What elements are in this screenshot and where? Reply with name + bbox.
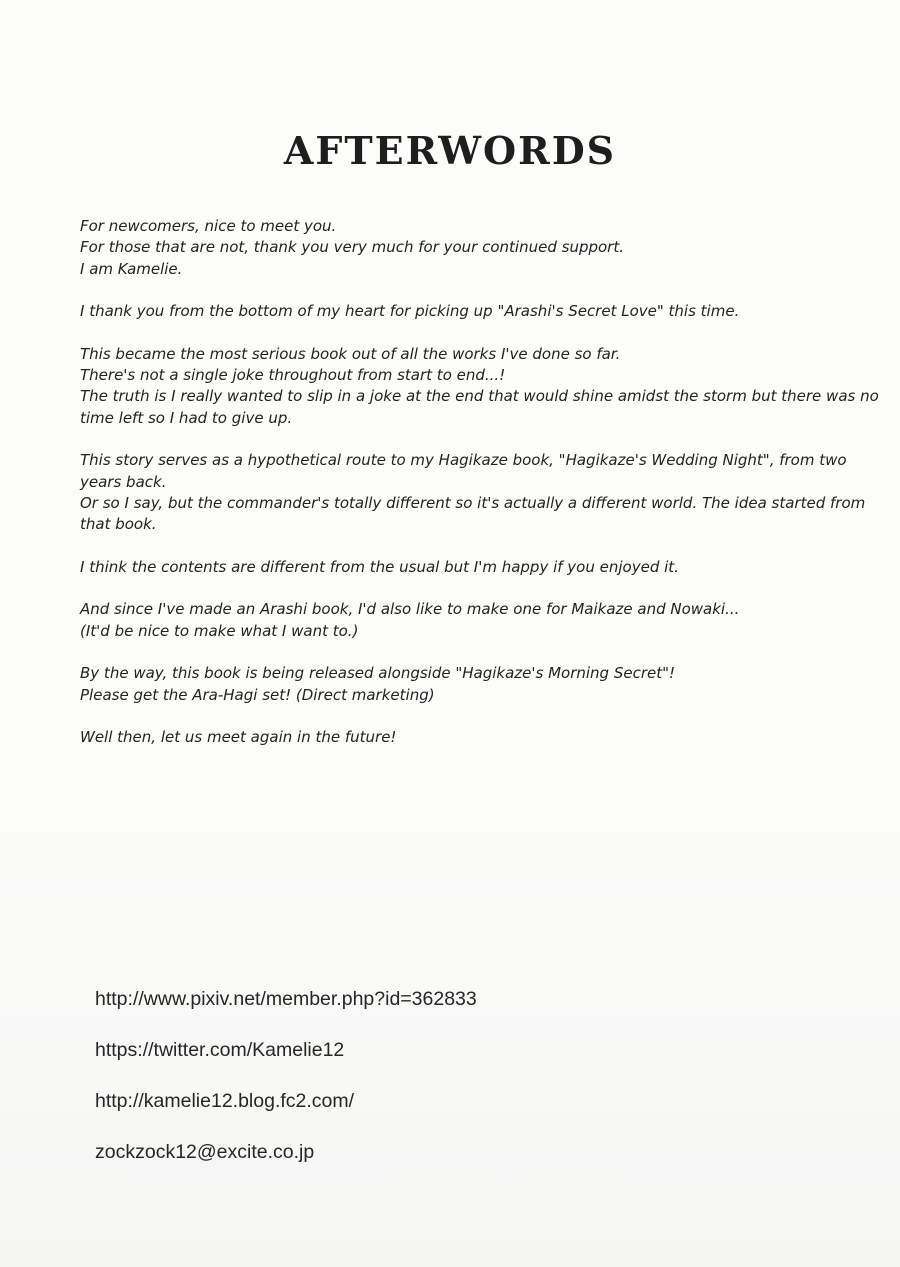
text-line: For those that are not, thank you very much for your continued support. [80,238,624,257]
text-line: This became the most serious book out of all the works I've done so far. [80,344,621,363]
twitter-link[interactable]: https://twitter.com/Kamelie12 [95,1039,345,1061]
text-line: (It'd be nice to make what I want to.) [80,621,359,640]
contact-links [95,986,477,1190]
text-line: The truth is I really wanted to slip in a joke at the end that would shine amidst the storm but there was no time left so I had to give up. [80,387,879,427]
paragraph-future-books [80,599,880,642]
paragraph-hypothetical-route [80,450,880,535]
paragraph-release [80,663,880,706]
paragraph-serious-book [80,344,880,429]
paragraph-contents [80,557,880,578]
blog-link[interactable]: http://kamelie12.blog.fc2.com/ [95,1090,355,1112]
text-line: I am Kamelie. [80,259,183,278]
text-line: Please get the Ara-Hagi set! (Direct marketing) [80,685,435,704]
text-line: There's not a single joke throughout from start to end...! [80,366,506,385]
text-line: Or so I say, but the commander's totally different so it's actually a different world. The idea started from that book. [80,493,866,534]
text-line: By the way, this book is being released alongside "Hagikaze's Morning Secret"! [80,664,676,683]
text-line: This story serves as a hypothetical route to my Hagikaze book, "Hagikaze's Wedding Night", from two years back. [80,451,847,491]
pixiv-link[interactable]: http://www.pixiv.net/member.php?id=362833 [95,988,477,1010]
paragraph-farewell [80,727,880,748]
paragraph-greeting [80,216,880,280]
page-title: AFTERWORDS [283,128,617,173]
text-line: For newcomers, nice to meet you. [80,217,337,235]
paragraph-thanks [80,301,880,322]
afterword-body [80,216,880,770]
email-address[interactable]: zockzock12@excite.co.jp [95,1141,315,1163]
text-line: Well then, let us meet again in the future! [80,728,397,747]
text-line: I thank you from the bottom of my heart for picking up "Arashi's Secret Love" this time. [80,302,740,321]
text-line: And since I've made an Arashi book, I'd also like to make one for Maikaze and Nowaki... [80,600,740,619]
text-line: I think the contents are different from the usual but I'm happy if you enjoyed it. [80,557,679,576]
